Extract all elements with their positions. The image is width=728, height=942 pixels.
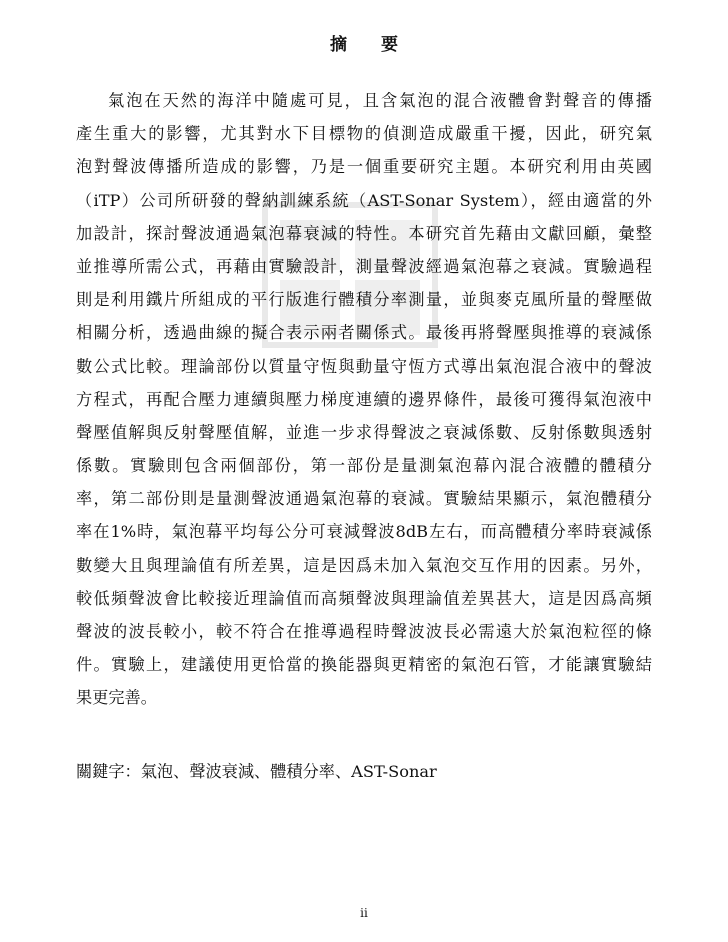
abstract-line: 並推導所需公式，再藉由實驗設計，測量聲波經過氣泡幕之衰減。實驗過程 xyxy=(76,256,652,276)
abstract-line: 較低頻聲波會比較接近理論值而高頻聲波與理論值差異甚大，這是因爲高頻 xyxy=(76,588,652,608)
abstract-line: 聲波的波長較小，較不符合在推導過程時聲波波長必需遠大於氣泡粒徑的條 xyxy=(76,622,652,641)
abstract-line: 方程式，再配合壓力連續與壓力梯度連續的邊界條件，最後可獲得氣泡液中 xyxy=(76,389,652,409)
abstract-line: 泡對聲波傳播所造成的影響，乃是一個重要研究主題。本研究利用由英國 xyxy=(76,157,652,177)
page-number: ii xyxy=(360,906,368,920)
abstract-line: 果更完善。 xyxy=(76,688,157,708)
keywords-line: 關鍵字：氣泡、聲波衰減、體積分率、AST-Sonar xyxy=(76,762,437,781)
abstract-line: 加設計，探討聲波通過氣泡幕衰減的特性。本研究首先藉由文獻回顧，彙整 xyxy=(76,223,652,243)
abstract-body xyxy=(76,84,652,715)
abstract-line: 聲壓值解與反射聲壓值解，並進一步求得聲波之衰減係數、反射係數與透射 xyxy=(76,422,652,442)
abstract-line: 氣泡在天然的海洋中隨處可見，且含氣泡的混合液體會對聲音的傳播 xyxy=(108,91,652,110)
abstract-title: 摘 要 xyxy=(330,35,412,55)
abstract-line: 率在1%時，氣泡幕平均每公分可衰減聲波8dB左右，而高體積分率時衰減係 xyxy=(76,522,652,542)
abstract-line: 則是利用鐵片所組成的平行版進行體積分率測量，並與麥克風所量的聲壓做 xyxy=(76,290,652,310)
abstract-line: 件。實驗上，建議使用更恰當的換能器與更精密的氣泡石管，才能讓實驗結 xyxy=(76,655,652,675)
abstract-line: 數變大且與理論值有所差異，這是因爲未加入氣泡交互作用的因素。另外， xyxy=(76,555,652,575)
abstract-line: （iTP）公司所研發的聲納訓練系統（AST-Sonar System），經由適當的外 xyxy=(76,190,652,210)
abstract-line: 數公式比較。理論部份以質量守恆與動量守恆方式導出氣泡混合液中的聲波 xyxy=(76,356,652,376)
abstract-line: 率，第二部份則是量測聲波通過氣泡幕的衰減。實驗結果顯示，氣泡體積分 xyxy=(76,489,652,509)
abstract-line: 相關分析，透過曲線的擬合表示兩者關係式。最後再將聲壓與推導的衰減係 xyxy=(76,323,652,343)
abstract-line: 產生重大的影響，尤其對水下目標物的偵測造成嚴重干擾，因此，研究氣 xyxy=(76,124,652,144)
abstract-line: 係數。實驗則包含兩個部份，第一部份是量測氣泡幕內混合液體的體積分 xyxy=(76,456,652,476)
